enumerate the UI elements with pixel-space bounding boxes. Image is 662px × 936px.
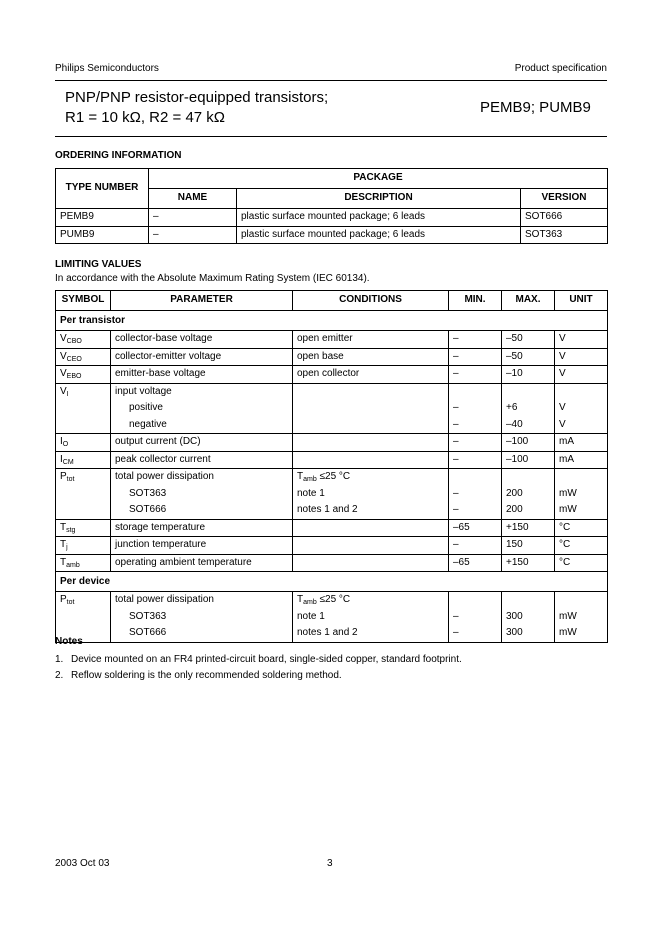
header-doc-type: Product specification — [514, 63, 607, 74]
cell-unit: V — [555, 331, 608, 349]
cell-parameter: storage temperature — [111, 519, 293, 537]
ordering-table — [55, 168, 608, 244]
table-row — [56, 226, 608, 244]
table-row — [56, 383, 608, 434]
cell-parameter: total power dissipation SOT363 SOT666 — [111, 469, 293, 520]
cell-symbol: $P_{tot}$ — [56, 469, 111, 520]
cell-conditions: $T_{amb} \le 25$ °C note 1 notes 1 and 2 — [293, 592, 449, 643]
ordering-heading: ORDERING INFORMATION — [55, 150, 182, 161]
cell-min: – — [449, 537, 502, 555]
cell-parameter: collector-emitter voltage — [111, 348, 293, 366]
col-description: DESCRIPTION — [237, 189, 521, 209]
cell-min: –65 — [449, 554, 502, 572]
table-row — [56, 209, 608, 227]
cell-unit: V — [555, 348, 608, 366]
cell-min: – — [449, 331, 502, 349]
col-version: VERSION — [521, 189, 608, 209]
limiting-table — [55, 290, 608, 643]
col-type-number: TYPE NUMBER — [56, 169, 149, 209]
cell-parameter: peak collector current — [111, 451, 293, 469]
cell-unit: °C — [555, 554, 608, 572]
table-row — [56, 554, 608, 572]
cell-conditions — [293, 537, 449, 555]
cell-type: PEMB9 — [56, 209, 149, 227]
cell-name: – — [149, 226, 237, 244]
cell-min: – – — [449, 469, 502, 520]
cell-version: SOT363 — [521, 226, 608, 244]
table-row — [56, 469, 608, 520]
cell-conditions — [293, 554, 449, 572]
cell-conditions: $T_{amb} \le 25$ °C note 1 notes 1 and 2 — [293, 469, 449, 520]
header-rule — [55, 80, 607, 81]
col-name: NAME — [149, 189, 237, 209]
col-unit: UNIT — [555, 291, 608, 311]
cell-parameter: collector-base voltage — [111, 331, 293, 349]
cell-symbol: $I_O$ — [56, 434, 111, 452]
group-per-device: Per device — [56, 572, 608, 592]
cell-parameter: emitter-base voltage — [111, 366, 293, 384]
footer-page-number: 3 — [327, 858, 333, 869]
cell-conditions — [293, 434, 449, 452]
cell-min: – – — [449, 383, 502, 434]
cell-symbol: $T_j$ — [56, 537, 111, 555]
cell-max: –10 — [502, 366, 555, 384]
table-row — [56, 592, 608, 643]
header-company: Philips Semiconductors — [55, 63, 159, 74]
cell-max: 200 200 — [502, 469, 555, 520]
cell-max: –50 — [502, 331, 555, 349]
cell-type: PUMB9 — [56, 226, 149, 244]
table-row — [56, 434, 608, 452]
cell-conditions — [293, 519, 449, 537]
cell-parameter: output current (DC) — [111, 434, 293, 452]
cell-symbol: $V_I$ — [56, 383, 111, 434]
table-row — [56, 331, 608, 349]
cell-symbol: $V_{EBO}$ — [56, 366, 111, 384]
footer-date: 2003 Oct 03 — [55, 858, 110, 869]
note-item: 2. Reflow soldering is the only recommended soldering method. — [55, 670, 342, 681]
col-package: PACKAGE — [149, 169, 608, 189]
cell-conditions — [293, 451, 449, 469]
title-line-1: PNP/PNP resistor-equipped transistors; — [65, 89, 329, 106]
col-conditions: CONDITIONS — [293, 291, 449, 311]
cell-description: plastic surface mounted package; 6 leads — [237, 226, 521, 244]
title-rule — [55, 136, 607, 137]
cell-symbol: $I_{CM}$ — [56, 451, 111, 469]
cell-max: 150 — [502, 537, 555, 555]
limiting-intro: In accordance with the Absolute Maximum Rating System (IEC 60134). — [55, 273, 370, 284]
cell-symbol: $T_{stg}$ — [56, 519, 111, 537]
col-symbol: SYMBOL — [56, 291, 111, 311]
cell-max: 300 300 — [502, 592, 555, 643]
cell-parameter: total power dissipation SOT363 SOT666 — [111, 592, 293, 643]
cell-max: +150 — [502, 554, 555, 572]
cell-conditions: open base — [293, 348, 449, 366]
title-line-2: R1 = 10 kΩ, R2 = 47 kΩ — [65, 109, 226, 126]
col-min: MIN. — [449, 291, 502, 311]
cell-unit: °C — [555, 537, 608, 555]
cell-min: – — [449, 434, 502, 452]
cell-description: plastic surface mounted package; 6 leads — [237, 209, 521, 227]
cell-symbol: $V_{CEO}$ — [56, 348, 111, 366]
cell-name: – — [149, 209, 237, 227]
cell-unit: mA — [555, 451, 608, 469]
cell-conditions: open emitter — [293, 331, 449, 349]
cell-conditions — [293, 383, 449, 434]
table-row — [56, 366, 608, 384]
cell-unit: mW mW — [555, 469, 608, 520]
cell-unit: V — [555, 366, 608, 384]
group-per-transistor: Per transistor — [56, 311, 608, 331]
cell-unit: mW mW — [555, 592, 608, 643]
table-row — [56, 348, 608, 366]
title-block — [55, 85, 607, 135]
notes-heading: Notes — [55, 636, 83, 647]
cell-max: –100 — [502, 451, 555, 469]
cell-conditions: open collector — [293, 366, 449, 384]
cell-symbol: $T_{amb}$ — [56, 554, 111, 572]
cell-version: SOT666 — [521, 209, 608, 227]
cell-min: – — [449, 451, 502, 469]
cell-parameter: junction temperature — [111, 537, 293, 555]
note-item: 1. Device mounted on an FR4 printed-circuit board, single-sided copper, standard footprint. — [55, 654, 462, 665]
cell-symbol: $P_{tot}$ — [56, 592, 111, 643]
table-row — [56, 519, 608, 537]
cell-unit: mA — [555, 434, 608, 452]
cell-parameter: input voltage positive negative — [111, 383, 293, 434]
title-part-number: PEMB9; PUMB9 — [480, 99, 591, 116]
col-parameter: PARAMETER — [111, 291, 293, 311]
cell-min: –65 — [449, 519, 502, 537]
limiting-heading: LIMITING VALUES — [55, 259, 142, 270]
cell-max: +150 — [502, 519, 555, 537]
cell-unit: °C — [555, 519, 608, 537]
cell-min: – — [449, 366, 502, 384]
cell-parameter: operating ambient temperature — [111, 554, 293, 572]
cell-min: – – — [449, 592, 502, 643]
cell-min: – — [449, 348, 502, 366]
cell-max: –100 — [502, 434, 555, 452]
cell-max: –50 — [502, 348, 555, 366]
table-row — [56, 537, 608, 555]
col-max: MAX. — [502, 291, 555, 311]
cell-symbol: $V_{CBO}$ — [56, 331, 111, 349]
cell-max: +6 –40 — [502, 383, 555, 434]
cell-unit: V V — [555, 383, 608, 434]
table-row — [56, 451, 608, 469]
